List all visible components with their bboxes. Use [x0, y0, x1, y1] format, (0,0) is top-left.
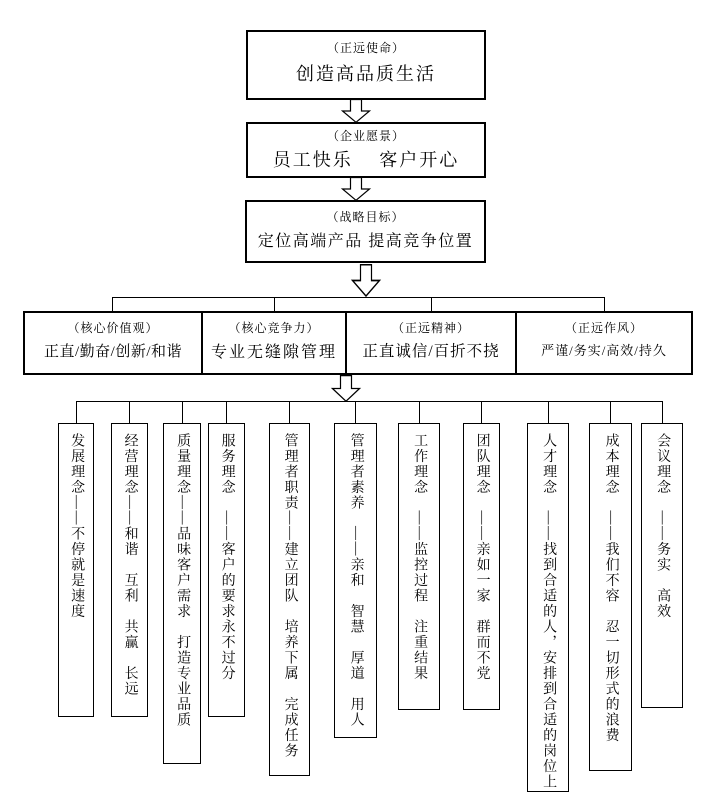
down-arrow-icon — [330, 375, 362, 402]
concept-box-work — [398, 423, 440, 710]
core-competitiveness-text: 专业无缝隙管理 — [210, 344, 337, 361]
connector-line — [226, 401, 227, 423]
spirit-text: 正直诚信/百折不挠 — [362, 343, 500, 360]
concept-text: 服务理念 ——客户的要求永不过分 — [219, 433, 235, 681]
connector-line — [355, 401, 356, 423]
concept-text: 管理者职责——建立团队 培养下属 完成任务 — [282, 433, 298, 759]
work-style-text: 严谨/务实/高效/持久 — [541, 343, 667, 358]
concept-text: 工作理念 ——监控过程 注重结果 — [412, 433, 428, 681]
concept-text: 成本理念 ——我们不容 忍一切形式的浪费 — [603, 433, 619, 743]
down-arrow-icon — [340, 99, 372, 123]
connector-line — [76, 401, 77, 423]
concept-text: 经营理念——和谐 互利 共赢 长远 — [122, 433, 138, 697]
strategy-box — [245, 200, 486, 263]
concept-box-cost — [589, 423, 632, 771]
connector-line — [431, 297, 432, 312]
concept-box-operation — [111, 423, 148, 717]
down-arrow-icon — [350, 264, 382, 297]
down-arrow-icon — [340, 177, 372, 201]
concept-box-team — [463, 423, 500, 710]
connector-line — [419, 401, 420, 423]
connector-line — [604, 297, 605, 312]
concept-text: 质量理念——品味客户需求 打造专业品质 — [175, 433, 191, 728]
connector-line — [129, 401, 130, 423]
mission-text: 创造高品质生活 — [296, 64, 436, 84]
core-values-tag: （核心价值观） — [67, 321, 159, 335]
concept-text: 团队理念 ——亲如一家 群而不党 — [474, 433, 490, 681]
spirit-tag: （正远精神） — [391, 321, 470, 335]
concept-box-talent — [527, 423, 569, 792]
connector-line — [274, 297, 275, 312]
vision-box — [246, 122, 486, 178]
work-style-box — [517, 311, 693, 375]
connector-line — [76, 401, 663, 402]
concept-box-manager-quality — [334, 423, 377, 738]
concept-box-manager-duty — [269, 423, 310, 776]
connector-line — [182, 401, 183, 423]
core-values-text: 正直/勤奋/创新/和谐 — [43, 344, 182, 360]
connector-line — [112, 297, 113, 312]
connector-line — [481, 401, 482, 423]
concept-text: 会议理念 ——务实 高效 — [655, 433, 671, 619]
core-values-box — [23, 311, 203, 375]
vision-text: 员工快乐 客户开心 — [272, 150, 460, 170]
vision-tag: （企业愿景） — [326, 129, 405, 143]
connector-line — [289, 401, 290, 423]
concept-text: 管理者素养 ——亲和 智慧 厚道 用人 — [348, 433, 364, 728]
connector-line — [112, 297, 605, 298]
mission-box — [246, 30, 486, 100]
concept-box-meeting — [641, 423, 683, 708]
mission-tag: （正远使命） — [326, 41, 405, 55]
concept-box-quality — [163, 423, 201, 764]
strategy-text: 定位高端产品 提高竞争位置 — [257, 233, 474, 250]
core-competitiveness-box — [203, 311, 347, 375]
connector-line — [662, 401, 663, 423]
spirit-box — [347, 311, 517, 375]
concept-box-service — [208, 423, 245, 717]
strategy-tag: （战略目标） — [326, 210, 405, 224]
work-style-tag: （正远作风） — [564, 321, 643, 335]
connector-line — [610, 401, 611, 423]
concept-box-development — [58, 423, 94, 717]
core-competitiveness-tag: （核心竞争力） — [228, 321, 320, 335]
concept-text: 人才理念 ——找到合适的人，安排到合适的岗位上 — [541, 433, 557, 790]
connector-line — [548, 401, 549, 423]
concept-text: 发展理念——不停就是速度 — [69, 433, 85, 619]
